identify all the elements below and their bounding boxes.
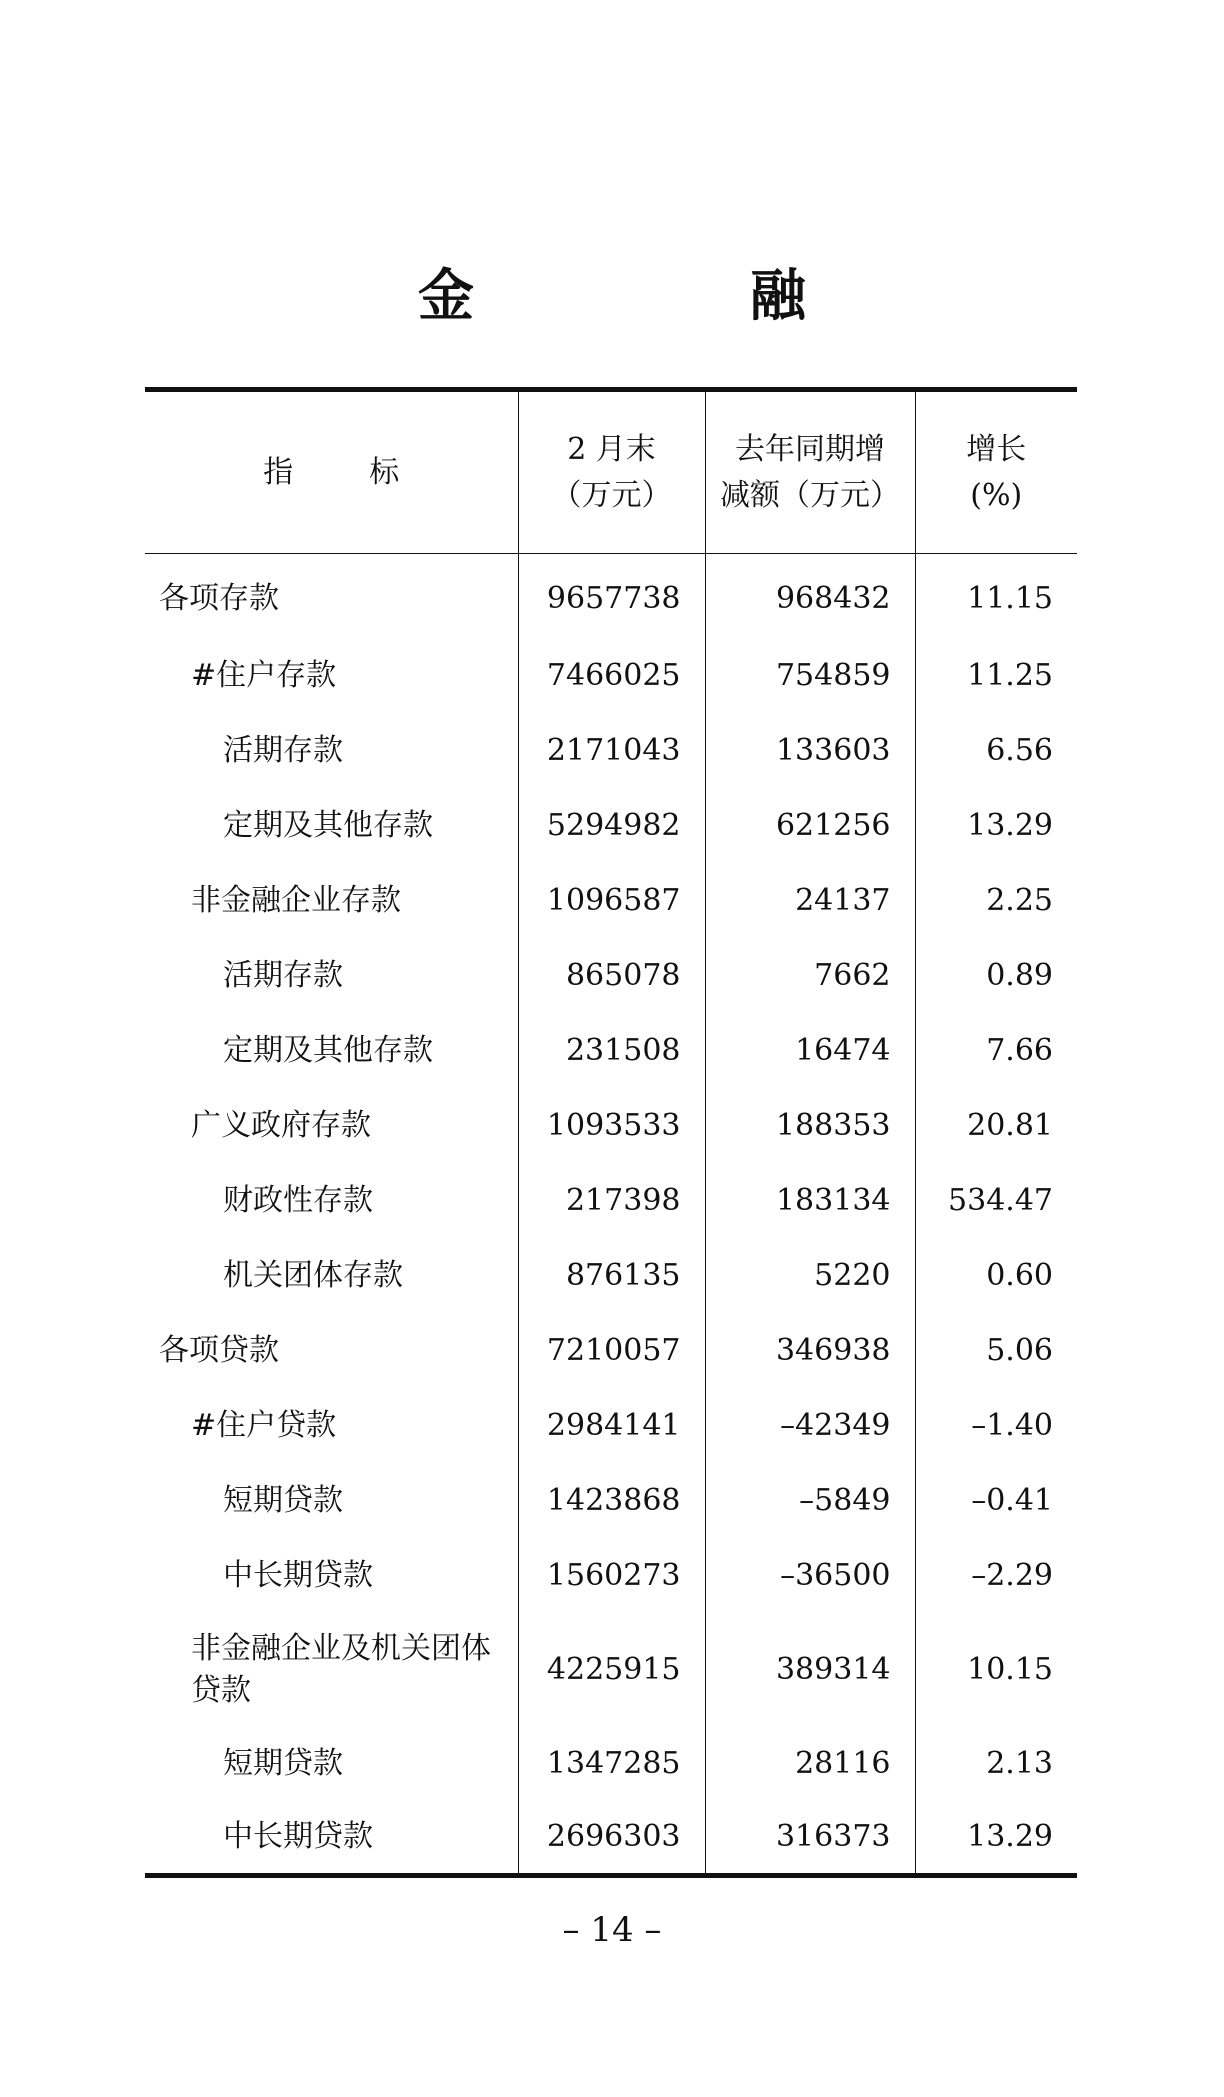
row-month-end-value: 217398: [518, 1163, 705, 1238]
row-label: 机关团体存款: [223, 1257, 403, 1293]
row-yoy-change-value: –36500: [705, 1538, 915, 1613]
page-number: – 14 –: [562, 1910, 662, 1950]
row-label: 中长期贷款: [223, 1819, 373, 1854]
row-month-end-value: 231508: [518, 1013, 705, 1088]
page-title: 金 融: [418, 264, 916, 329]
row-yoy-change-value: 621256: [705, 788, 915, 863]
row-yoy-change-value: –42349: [705, 1388, 915, 1463]
row-month-end-value: 2984141: [518, 1388, 705, 1463]
row-yoy-change-value: 316373: [705, 1801, 915, 1876]
header-month-end-line2: （万元）: [551, 477, 672, 513]
header-month-end: [518, 390, 705, 554]
row-growth-value: 6.56: [915, 713, 1077, 788]
table-row: [145, 638, 1077, 713]
row-label: #住户存款: [191, 657, 337, 693]
table-row: [145, 1726, 1077, 1801]
row-month-end-value: 1096587: [518, 863, 705, 938]
row-growth-value: 534.47: [915, 1163, 1077, 1238]
row-label: 广义政府存款: [191, 1107, 371, 1143]
row-yoy-change-value: 7662: [705, 938, 915, 1013]
row-label: 定期及其他存款: [223, 807, 433, 843]
row-month-end-value: 2696303: [518, 1801, 705, 1876]
row-growth-value: 2.25: [915, 863, 1077, 938]
row-growth-value: –2.29: [915, 1538, 1077, 1613]
row-yoy-change-value: 5220: [705, 1238, 915, 1313]
header-yoy-change-line1: 去年同期增: [735, 431, 885, 467]
row-growth-value: 10.15: [915, 1613, 1077, 1726]
table-row: [145, 1613, 1077, 1726]
row-yoy-change-value: 28116: [705, 1726, 915, 1801]
row-growth-value: –0.41: [915, 1463, 1077, 1538]
row-label: 财政性存款: [223, 1182, 373, 1218]
table-row: [145, 1388, 1077, 1463]
row-month-end-value: 9657738: [518, 554, 705, 639]
row-yoy-change-value: 968432: [705, 554, 915, 639]
row-yoy-change-value: 754859: [705, 638, 915, 713]
row-month-end-value: 865078: [518, 938, 705, 1013]
row-label: 活期存款: [223, 732, 343, 768]
table-row: [145, 1801, 1077, 1876]
row-month-end-value: 876135: [518, 1238, 705, 1313]
row-label: #住户贷款: [191, 1407, 337, 1443]
header-yoy-change-line2: 减额（万元）: [720, 477, 900, 513]
row-yoy-change-value: 389314: [705, 1613, 915, 1726]
row-yoy-change-value: 183134: [705, 1163, 915, 1238]
table-row: [145, 713, 1077, 788]
table-header-row: [145, 390, 1077, 554]
row-growth-value: 0.60: [915, 1238, 1077, 1313]
row-month-end-value: 2171043: [518, 713, 705, 788]
row-month-end-value: 1423868: [518, 1463, 705, 1538]
header-indicator-label: 指标: [263, 454, 476, 490]
row-growth-value: 7.66: [915, 1013, 1077, 1088]
row-growth-value: 13.29: [915, 1801, 1077, 1876]
row-yoy-change-value: 188353: [705, 1088, 915, 1163]
row-label: 定期及其他存款: [223, 1032, 433, 1068]
row-yoy-change-value: 133603: [705, 713, 915, 788]
row-label: 非金融企业存款: [191, 882, 401, 918]
table-row: [145, 1313, 1077, 1388]
table-row: [145, 788, 1077, 863]
row-growth-value: 13.29: [915, 788, 1077, 863]
row-month-end-value: 1093533: [518, 1088, 705, 1163]
row-yoy-change-value: 24137: [705, 863, 915, 938]
row-month-end-value: 4225915: [518, 1613, 705, 1726]
header-month-end-line1: 2 月末: [567, 431, 656, 467]
row-month-end-value: 7466025: [518, 638, 705, 713]
row-label: 非金融企业及机关团体贷款: [191, 1630, 491, 1708]
table-body: [145, 554, 1077, 1876]
row-month-end-value: 1347285: [518, 1726, 705, 1801]
row-month-end-value: 7210057: [518, 1313, 705, 1388]
row-label: 短期贷款: [223, 1482, 343, 1518]
table-row: [145, 1013, 1077, 1088]
header-growth: [915, 390, 1077, 554]
finance-table: [145, 387, 1077, 1878]
row-growth-value: 20.81: [915, 1088, 1077, 1163]
row-growth-value: 0.89: [915, 938, 1077, 1013]
row-label: 各项存款: [159, 581, 279, 616]
row-label: 短期贷款: [223, 1745, 343, 1781]
header-indicator: [145, 390, 518, 554]
row-yoy-change-value: 346938: [705, 1313, 915, 1388]
row-growth-value: –1.40: [915, 1388, 1077, 1463]
row-growth-value: 11.15: [915, 554, 1077, 639]
row-label: 活期存款: [223, 957, 343, 993]
table-row: [145, 938, 1077, 1013]
row-growth-value: 2.13: [915, 1726, 1077, 1801]
header-growth-line2: (%): [970, 477, 1023, 513]
row-growth-value: 5.06: [915, 1313, 1077, 1388]
table-row: [145, 1538, 1077, 1613]
table-row: [145, 863, 1077, 938]
row-growth-value: 11.25: [915, 638, 1077, 713]
table-row: [145, 554, 1077, 639]
header-yoy-change: [705, 390, 915, 554]
row-yoy-change-value: –5849: [705, 1463, 915, 1538]
header-growth-line1: 增长: [966, 431, 1027, 467]
row-label: 各项贷款: [159, 1332, 279, 1368]
table-row: [145, 1088, 1077, 1163]
row-month-end-value: 1560273: [518, 1538, 705, 1613]
row-label: 中长期贷款: [223, 1557, 373, 1593]
table-row: [145, 1238, 1077, 1313]
table-row: [145, 1163, 1077, 1238]
row-month-end-value: 5294982: [518, 788, 705, 863]
table-row: [145, 1463, 1077, 1538]
row-yoy-change-value: 16474: [705, 1013, 915, 1088]
